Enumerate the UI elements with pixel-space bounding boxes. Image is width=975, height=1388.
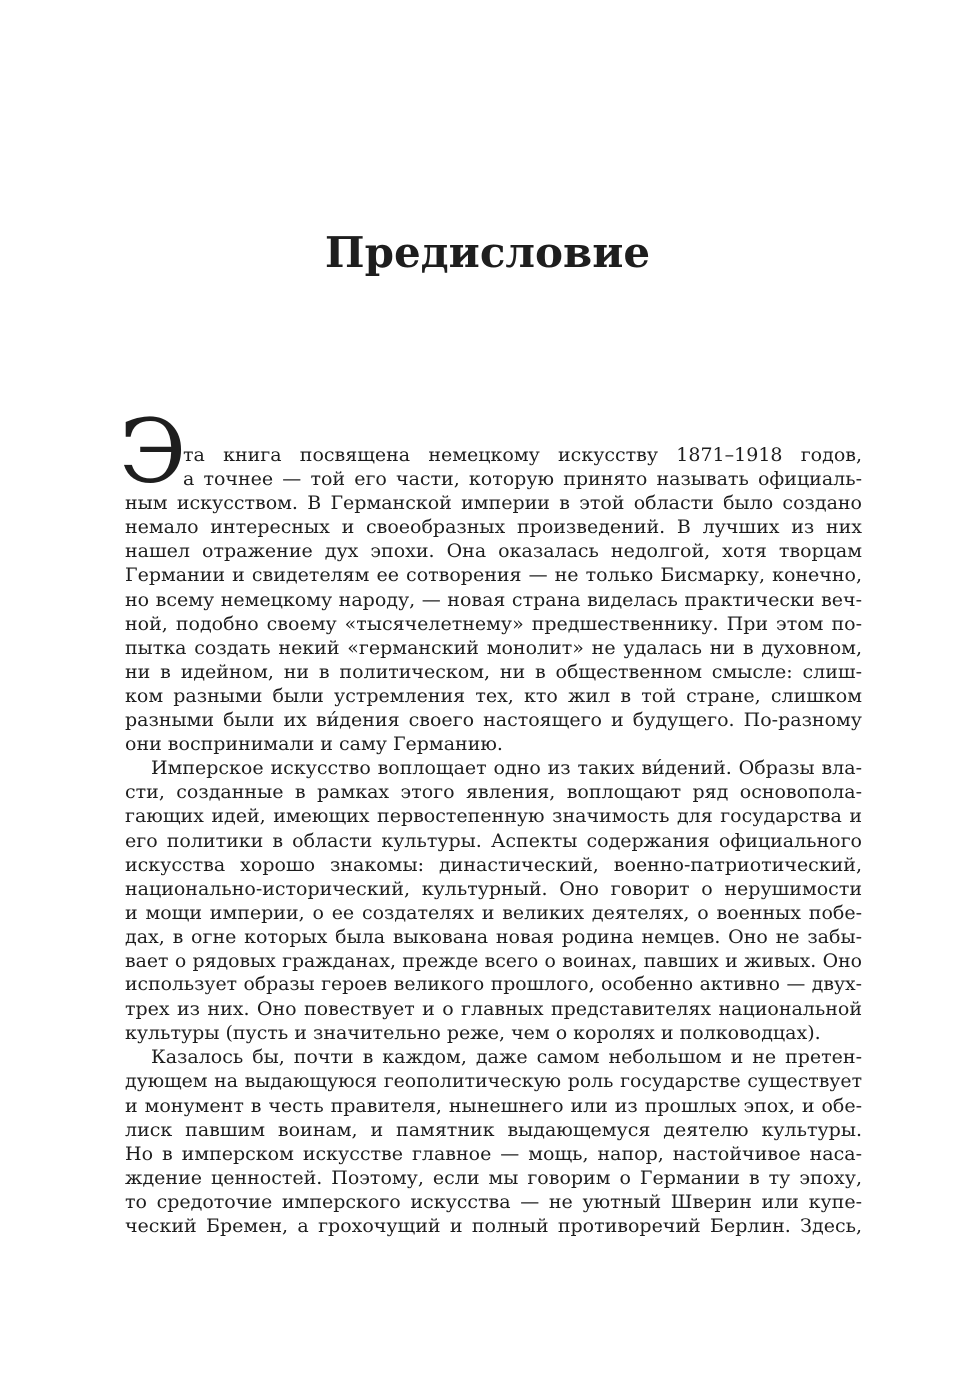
text-line: нашел отражение дух эпохи. Она оказалась недолгой, хотя творцам [125,540,862,563]
text-line: ческий Бремен, а грохочущий и полный противоречий Берлин. Здесь, [125,1215,862,1237]
text-line: Имперское искусство воплощает одно из таких ви́дений. Образы вла- [151,757,862,780]
text-line: и мощи империи, о ее создателях и великих деятелях, о военных побе- [125,901,862,924]
text-line: немало интересных и своеобразных произведений. В лучших из них [125,516,862,539]
text-line: национально-исторический, культурный. Оно говорит о нерушимости [125,877,862,900]
text-line: гающих идей, имеющих первостепенную значимость для государства и [125,805,862,828]
paragraph-2 [125,756,862,1045]
text-line: то средоточие имперского искусства — не уютный Шверин или купе- [125,1190,862,1213]
text-line: дующем на выдающуюся геополитическую роль государстве существует [125,1070,862,1093]
text-line: ждение ценностей. Поэтому, если мы говорим о Германии в ту эпоху, [125,1166,862,1189]
text-line: искусства хорошо знакомы: династический, военно-патриотический, [125,853,862,876]
text-line: а точнее — той его части, которую принято называть официаль- [183,468,862,491]
text-line: культуры (пусть и значительно реже, чем о королях и полководцах). [125,1022,821,1045]
page-title: Предисловие [324,228,651,277]
text-line: ком разными были устремления тех, кто жил в той стране, слишком [125,684,862,707]
text-line: вает о рядовых гражданах, прежде всего о воинах, павших и живых. Оно [125,949,862,972]
text-line: Но в имперском искусстве главное — мощь, напор, настойчивое наса- [125,1142,862,1165]
text-line: но всему немецкому народу, — новая страна виделась практически веч- [125,588,862,611]
text-line: пытка создать некий «германский монолит» не удалась ни в духовном, [125,636,862,659]
text-line: ной, подобно своему «тысячелетнему» предшественнику. При этом по- [125,612,862,635]
text-line: Казалось бы, почти в каждом, даже самом небольшом и не претен- [151,1046,862,1069]
text-line: трех из них. Оно повествует и о главных представителях национальной [125,998,862,1021]
text-line: Германии и свидетелям ее сотворения — не только Бисмарку, конечно, [125,564,862,587]
text-line: лиск павшим воинам, и памятник выдающемуся деятелю культуры. [125,1118,862,1141]
text-line: сти, созданные в рамках этого явления, воплощают ряд основопола- [125,781,862,804]
text-line: дах, в огне которых была выкована новая родина немцев. Оно не забы- [125,925,862,948]
text-line: они воспринимали и саму Германию. [125,733,503,756]
text-line: та книга посвящена немецкому искусству 1871–1918 годов, [183,444,862,466]
text-line: ным искусством. В Германской империи в этой области было создано [125,492,862,515]
drop-cap-letter: Э [119,400,187,503]
text-line: ни в идейном, ни в политическом, ни в общественном смысле: слиш- [125,660,862,683]
text-line: и монумент в честь правителя, нынешнего или из прошлых эпох, и обе- [125,1094,862,1117]
paragraph-3 [125,1045,862,1238]
paragraph-1 [125,443,862,756]
text-line: разными были их ви́дения своего настоящего и будущего. По-разному [125,709,862,732]
text-line: использует образы героев великого прошлого, особенно активно — двух- [125,974,862,996]
text-line: его политики в области культуры. Аспекты содержания официального [125,829,862,852]
body-text [125,443,862,1238]
